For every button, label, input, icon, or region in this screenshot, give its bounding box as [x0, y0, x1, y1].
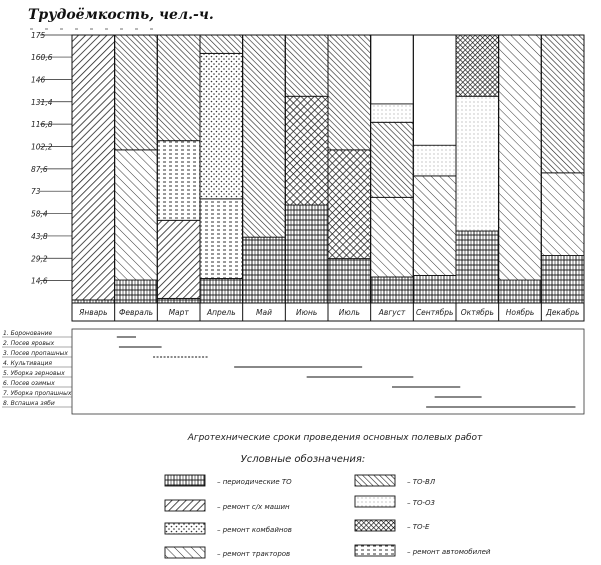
bar-segment — [413, 275, 456, 303]
legend-title: Условные обозначения: — [240, 454, 366, 465]
bar-segment — [541, 173, 584, 256]
bar-segment — [499, 35, 542, 280]
bar-segment — [328, 35, 371, 150]
legend-swatch — [165, 547, 205, 558]
legend-label: – периодические ТО — [217, 478, 292, 486]
schedule-task-label: 5. Уборка зерновых — [3, 370, 65, 377]
legend-label: – ремонт комбайнов — [217, 526, 292, 534]
bar-segment — [456, 35, 499, 96]
bar-segment — [200, 278, 243, 303]
x-tick-label: Сентябрь — [415, 308, 454, 317]
schedule-task-label: 2. Посев яровых — [3, 340, 55, 347]
bar-segment — [200, 35, 243, 53]
y-tick-label: 131,4 — [31, 97, 53, 107]
schedule-panel — [2, 329, 584, 414]
bar-segment — [200, 53, 243, 198]
bar-segment — [285, 96, 328, 205]
x-tick-label: Июль — [338, 308, 360, 317]
x-tick-label: Январь — [79, 308, 108, 317]
bar-segment — [413, 176, 456, 276]
legend-label: – ТО-О3 — [407, 499, 435, 507]
legend-label: – ремонт с/х машин — [217, 503, 290, 511]
bar-segment — [157, 35, 200, 141]
x-tick-label: Апрель — [207, 308, 236, 317]
legend — [165, 475, 491, 558]
bar-segment — [115, 150, 158, 280]
bar-segment — [285, 35, 328, 96]
bar-segment — [371, 122, 414, 197]
bar-segment — [115, 35, 158, 150]
bar-segment — [456, 96, 499, 231]
schedule-caption: Агротехнические сроки проведения основных полевых работ — [187, 433, 483, 443]
schedule-task-label: 8. Вспашка зяби — [3, 400, 55, 407]
legend-swatch — [355, 475, 395, 486]
bar-segment — [371, 104, 414, 122]
x-tick-label: Июнь — [296, 308, 318, 317]
bar-segment — [499, 280, 542, 303]
bar-segment — [285, 205, 328, 303]
x-tick-label: Октябрь — [460, 308, 494, 317]
bar-segment — [371, 277, 414, 303]
bar-segment — [413, 145, 456, 176]
bar-segment — [157, 220, 200, 298]
y-tick-label: 73 — [31, 187, 41, 197]
bar-segment — [157, 298, 200, 303]
legend-swatch — [355, 545, 395, 556]
y-tick-label: 43,8 — [31, 231, 48, 241]
x-tick-label: Май — [256, 308, 272, 317]
y-tick-label: 14,6 — [31, 276, 48, 286]
bar-segment — [371, 197, 414, 277]
bar-segment — [328, 259, 371, 303]
bar-segment — [328, 150, 371, 259]
y-tick-label: 29,2 — [31, 254, 48, 264]
bar-segment — [456, 231, 499, 303]
y-tick-label: 160,6 — [31, 53, 53, 63]
schedule-task-label: 4. Культивация — [3, 360, 53, 367]
legend-swatch — [355, 496, 395, 507]
x-tick-label: Февраль — [118, 308, 154, 317]
y-tick-label: 175 — [31, 31, 46, 40]
y-tick-label: 87,6 — [31, 164, 48, 174]
legend-swatch — [165, 523, 205, 534]
schedule-task-label: 6. Посев озимых — [3, 380, 55, 387]
legend-label: – ремонт тракторов — [217, 550, 291, 558]
bars-group — [72, 35, 584, 303]
x-tick-label: Август — [378, 308, 406, 317]
x-axis — [72, 303, 584, 321]
legend-swatch — [355, 520, 395, 531]
bar-segment — [157, 141, 200, 221]
bar-segment — [541, 35, 584, 173]
bar-segment — [200, 199, 243, 279]
y-tick-label: 116,8 — [31, 120, 53, 130]
schedule-task-label: 7. Уборка пропашных — [3, 390, 72, 397]
bar-segment — [243, 237, 286, 303]
x-tick-label: Декабрь — [545, 308, 580, 317]
y-tick-label: 102,2 — [31, 142, 53, 152]
x-tick-label: Ноябрь — [505, 308, 535, 317]
legend-label: – ТО-ВЛ — [407, 478, 436, 486]
legend-label: – ремонт автомобилей — [407, 548, 491, 556]
schedule-task-label: 3. Посев пропашных — [3, 350, 68, 357]
legend-swatch — [165, 500, 205, 511]
bar-segment — [115, 280, 158, 303]
bar-segment — [72, 35, 115, 300]
y-tick-label: 58,4 — [31, 209, 48, 219]
y-tick-label: 146 — [31, 75, 46, 85]
chart-title: Трудоёмкость, чел.-ч. — [28, 7, 214, 23]
x-tick-label: Март — [168, 308, 189, 317]
bar-segment — [243, 35, 286, 237]
schedule-task-label: 1. Боронование — [3, 330, 53, 337]
legend-swatch — [165, 475, 205, 486]
legend-label: – ТО-Е — [407, 523, 430, 531]
bar-segment — [541, 256, 584, 303]
